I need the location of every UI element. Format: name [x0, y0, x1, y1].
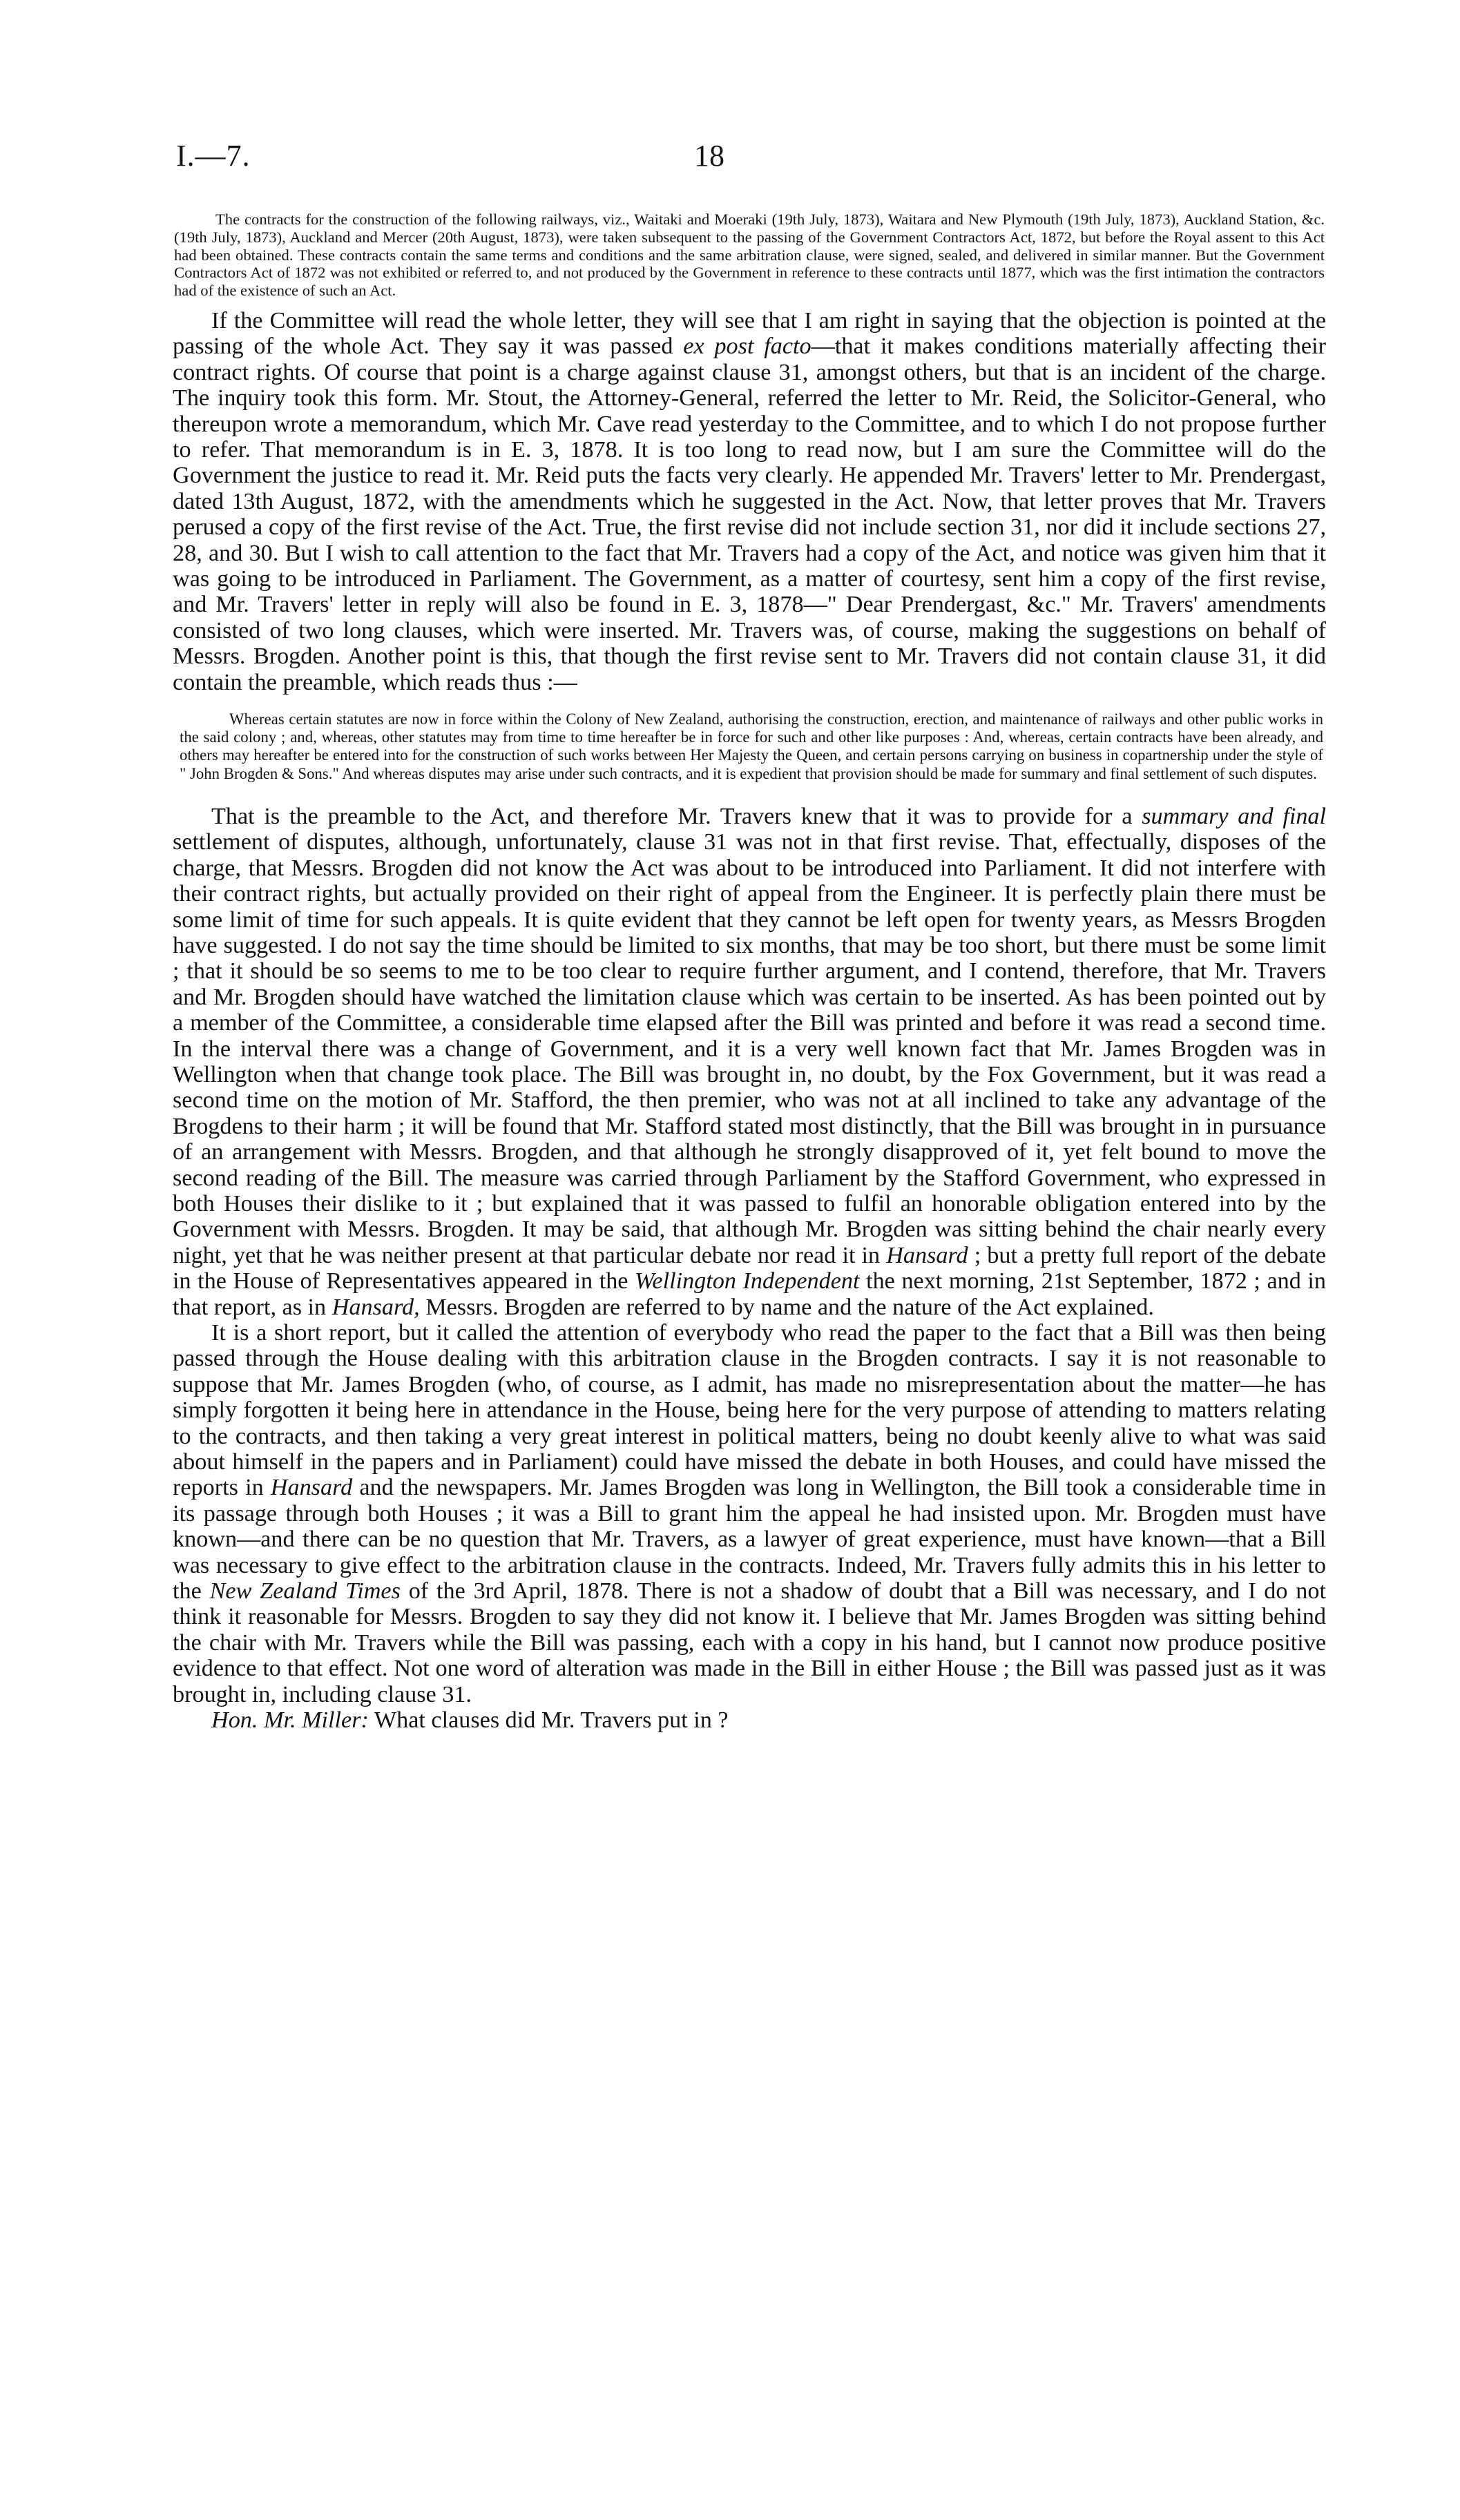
italic-run: Hansard: [886, 1242, 968, 1268]
text-run: —that it makes conditions materially affecting their contract rights. Of course that point is a charge against clause 31, amongst others, but that is an incident of the charge. The inquiry took this form. Mr. Stout, the Attorney-General, referred the letter to Mr. Reid, the Solicitor-General, who thereupon wrote a memorandum, which Mr. Cave read yesterday to the Committee, and to which I do not propose further to refer. That memorandum is in E. 3, 1878. It is too long to read now, but I am sure the Committee will do the Government the justice to read it. Mr. Reid puts the facts very clearly. He appended Mr. Travers' letter to Mr. Prendergast, dated 13th August, 1872, with the amendments which he suggested in the Act. Now, that letter proves that Mr. Travers perused a copy of the first revise of the Act. True, the first revise did not include section 31, nor did it include sections 27, 28, and 30. But I wish to call attention to the fact that Mr. Travers had a copy of the Act, and notice was given him that it was going to be introduced in Parliament. The Government, as a matter of courtesy, sent him a copy of the first revise, and Mr. Travers' letter in reply will also be found in E. 3, 1878—" Dear Prendergast, &c." Mr. Travers' amendments consisted of two long clauses, which were inserted. Mr. Travers was, of course, making the suggestions on behalf of Messrs. Brogden. Another point is this, that though the first revise sent to Mr. Travers did not contain clause 31, it did contain the preamble, which reads thus :—: [173, 333, 1326, 695]
page-number: 18: [694, 139, 724, 173]
paragraph-short-report: [173, 1320, 1326, 1707]
text-run: ; but a pretty full report of the debate in the House of Representatives appeared in the: [173, 1242, 1326, 1295]
text-run: of the 3rd April, 1878. There is not a shadow of doubt that a Bill was necessary, and I do not think it reasonable for Messrs. Brogden to say they did not know it. I believe that Mr. James Brogden was sitting behind the chair with Mr. Travers while the Bill was passing, each with a copy in his hand, but I cannot now produce positive evidence to that effect. Not one word of alteration was made in the Bill in either House ; the Bill was passed just as it was brought in, including clause 31.: [173, 1578, 1326, 1707]
page-header: [176, 138, 1323, 180]
paragraph-question: [173, 1707, 1326, 1733]
text-run: settlement of disputes, although, unfortunately, clause 31 was not in that first revise. That, effectually, disposes of the charge, that Messrs. Brogden did not know the Act was about to be introduced into Parliament. It did not interfere with their contract rights, but actually provided on their right of appeal from the Engineer. It is perfectly plain there must be some limit of time for such appeals. It is quite evident that they cannot be left open for twenty years, as Messrs Brogden have suggested. I do not say the time should be limited to six months, that may be too short, but there must be some limit ; that it should be so seems to me to be too clear to require further argument, and I contend, therefore, that Mr. Travers and Mr. Brogden should have watched the limitation clause which was certain to be inserted. As has been pointed out by a member of the Committee, a considerable time elapsed after the Bill was printed and before it was read a second time. In the interval there was a change of Government, and it is a very well known fact that Mr. James Brogden was in Wellington when that change took place. The Bill was brought in, no doubt, by the Fox Government, but it was read a second time on the motion of Mr. Stafford, the then premier, who was not at all inclined to take any advantage of the Brogdens to their harm ; it will be found that Mr. Stafford stated most distinctly, that the Bill was brought in in pursuance of an arrangement with Messrs. Brogden, and that although he strongly disapproved of it, yet felt bound to move the second reading of the Bill. The measure was carried through Parliament by the Stafford Government, who expressed in both Houses their dislike to it ; but explained that it was passed to fulfil an honorable obligation entered into by the Government with Messrs. Brogden. It may be said, that although Mr. Brogden was sitting behind the chair nearly every night, yet that he was neither present at that particular debate nor read it in: [173, 829, 1326, 1268]
italic-run: New Zealand Times: [209, 1578, 401, 1605]
italic-run: summary and final: [1142, 803, 1327, 829]
text-run: What clauses did Mr. Travers put in ?: [368, 1707, 729, 1734]
quoted-preamble: Whereas certain statutes are now in force within the Colony of New Zealand, authorising the construction, erection, and maintenance of railways and other public works in the said colony ; and, whereas, other statutes may from time to time hereafter be in force for such and other like purposes : And, whereas, certain contracts have been already, and others may hereafter be entered into for the construction of such works between Her Majesty the Queen, and certain persons carrying on business in copartnership under the style of " John Brogden & Sons." And whereas disputes may arise under such contracts, and it is expedient that provision should be made for summary and final settlement of such disputes.: [180, 710, 1323, 782]
italic-run: ex post facto: [683, 333, 811, 360]
page-content: [173, 211, 1326, 1734]
paragraph-objection: [173, 308, 1326, 695]
paragraph-preamble-discussion: [173, 804, 1326, 1320]
text-run: Messrs. Brogden are referred to by name and the nature of the Act explained.: [419, 1294, 1154, 1320]
text-run: That is the preamble to the Act, and therefore Mr. Travers knew that it was to provide for a: [211, 803, 1142, 829]
speaker-name: Hon. Mr. Miller:: [211, 1707, 369, 1734]
italic-run: Hansard,: [332, 1294, 420, 1320]
document-reference: I.—7.: [176, 139, 251, 173]
footnote-contracts: The contracts for the construction of the following railways, viz., Waitaki and Moeraki (19th July, 1873), Waitara and New Plymouth (19th July, 1873), Auckland Station, &c. (19th July, 1873), Auckland and Mercer (20th August, 1873), were taken subsequent to the passing of the Government Contractors Act, 1872, but before the Royal assent to this Act had been obtained. These contracts contain the same terms and conditions and the same arbitration clause, were signed, sealed, and delivered in similar manner. But the Government Contractors Act of 1872 was not exhibited or referred to, and not produced by the Government in reference to these contracts until 1877, which was the first intimation the contractors had of the existence of such an Act.: [174, 211, 1325, 300]
italic-run: Hansard: [270, 1475, 353, 1501]
text-run: It is a short report, but it called the attention of everybody who read the paper to the fact that a Bill was then being passed through the House dealing with this arbitration clause in the Brogden contracts. I say it is not reasonable to suppose that Mr. James Brogden (who, of course, as I admit, has made no misrepresentation about the matter—he has simply forgotten it being here in attendance in the House, being here for the very purpose of attending to matters relating to the contracts, and then taking a very great interest in political matters, being no doubt keenly alive to what was said about himself in the papers and in Parliament) could have missed the debate in both Houses, and could have missed the reports in: [173, 1320, 1326, 1501]
italic-run: Wellington Independent: [635, 1268, 860, 1295]
text-run: the next morning, 21st September, 1872 ; and in that report, as in: [173, 1268, 1326, 1320]
text-run: If the Committee will read the whole letter, they will see that I am right in saying that the objection is pointed at the passing of the whole Act. They say it was passed: [173, 307, 1326, 360]
text-run: and the newspapers. Mr. James Brogden was long in Wellington, the Bill took a considerable time in its passage through both Houses ; it was a Bill to grant him the appeal he had insisted upon. Mr. Brogden must have known—and there can be no question that Mr. Travers, as a lawyer of great experience, must have known—that a Bill was necessary to give effect to the arbitration clause in the contracts. Indeed, Mr. Travers fully admits this in his letter to the: [173, 1475, 1326, 1605]
